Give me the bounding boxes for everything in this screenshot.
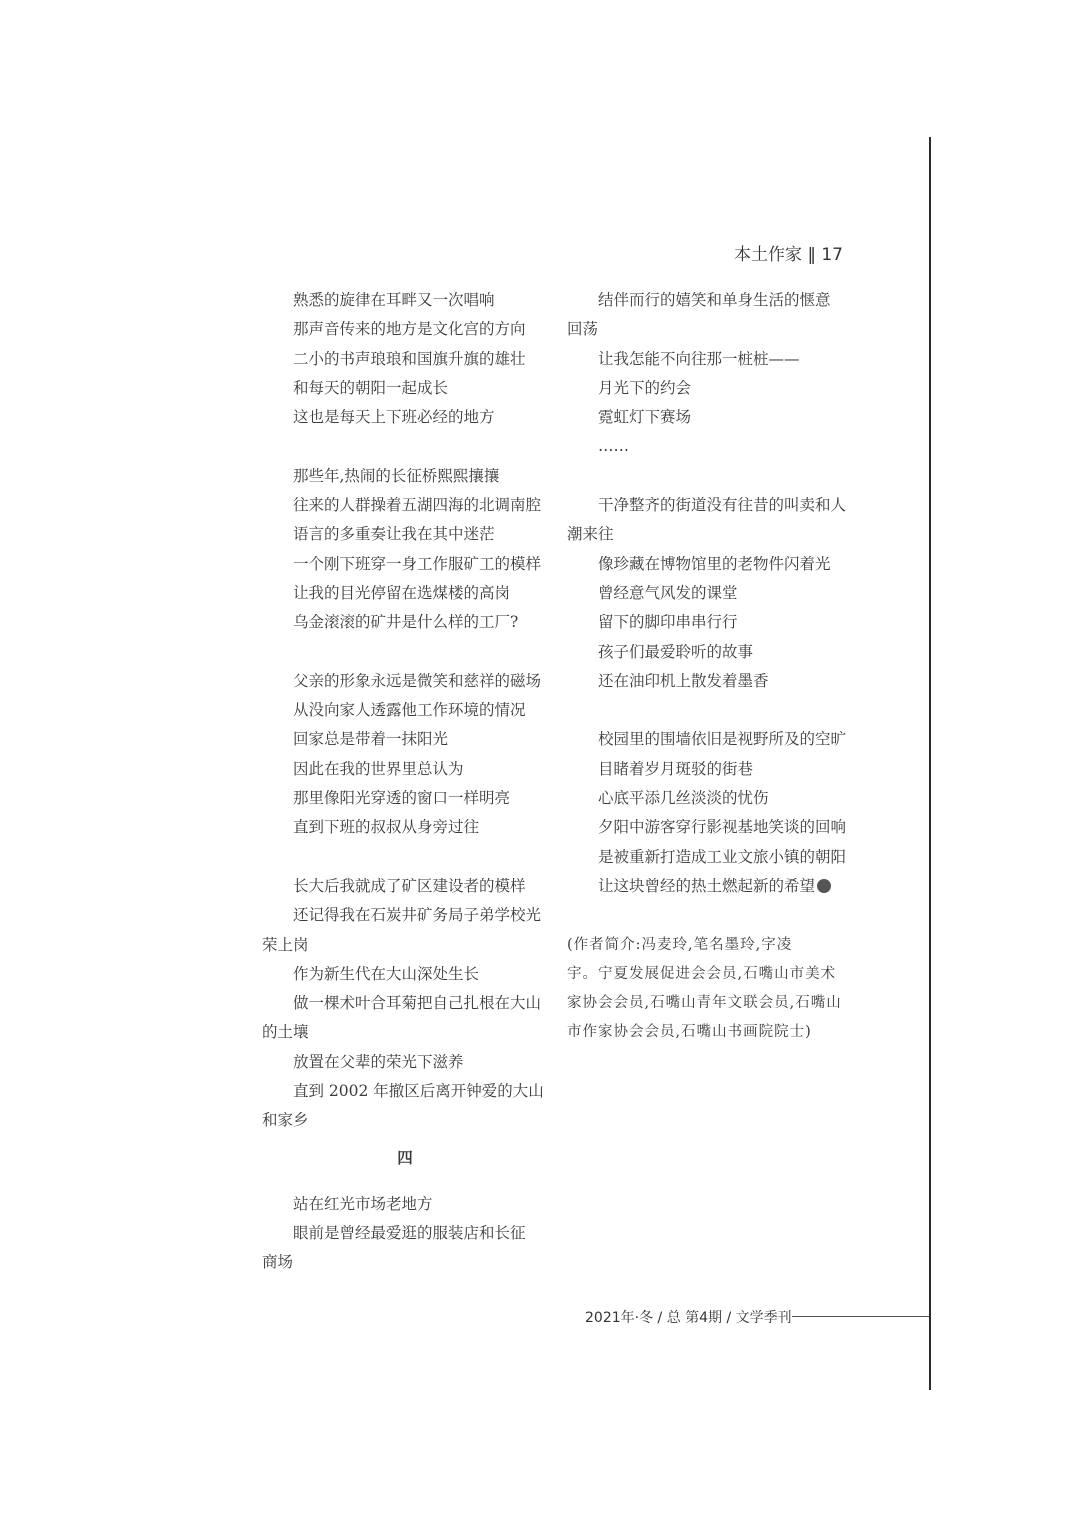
poem-line: 站在红光市场老地方 bbox=[293, 1194, 433, 1213]
poem-line: 那里像阳光穿透的窗口一样明亮 bbox=[293, 789, 511, 808]
poem-line: 是被重新打造成工业文旅小镇的朝阳 bbox=[598, 847, 847, 866]
poem-line: 回荡 bbox=[567, 320, 599, 339]
poem-line: 孩子们最爱聆听的故事 bbox=[598, 642, 754, 661]
stanza-break bbox=[262, 843, 538, 872]
stanza-break bbox=[262, 638, 538, 667]
poem-line: 月光下的约会 bbox=[598, 378, 692, 397]
bio-line: 家协会会员,石嘴山青年文联会员,石嘴山 bbox=[567, 995, 842, 1012]
bio-line: (作者简介:冯麦玲,笔名墨玲,字凌 bbox=[567, 936, 793, 953]
poem-line: 还记得我在石炭井矿务局子弟学校光 bbox=[293, 906, 542, 925]
poem-line: 还在油印机上散发着墨香 bbox=[598, 671, 769, 690]
footer-rule bbox=[792, 1316, 929, 1317]
poem-line: 做一棵术叶合耳菊把自己扎根在大山 bbox=[293, 994, 542, 1013]
poem-line: 直到 2002 年撤区后离开钟爱的大山 bbox=[293, 1082, 544, 1101]
poem-line: 作为新生代在大山深处生长 bbox=[293, 964, 480, 983]
poem-line: 往来的人群操着五湖四海的北调南腔 bbox=[293, 496, 542, 515]
poem-line: 父亲的形象永远是微笑和慈祥的磁场 bbox=[293, 671, 542, 690]
poem-line: 心底平添几丝淡淡的忧伤 bbox=[598, 789, 769, 808]
left-lines-after-section bbox=[262, 1190, 538, 1278]
poem-line: 荣上岗 bbox=[262, 935, 309, 954]
poem-line: 的土壤 bbox=[262, 1023, 309, 1042]
poem-line: 放置在父辈的荣光下滋养 bbox=[293, 1052, 464, 1071]
running-header: 本土作家 ‖ 17 bbox=[734, 245, 843, 265]
author-bio bbox=[567, 931, 843, 1048]
stanza-break bbox=[567, 462, 843, 491]
bio-line: 宇。宁夏发展促进会会员,石嘴山市美术 bbox=[567, 965, 837, 982]
poem-line: 一个刚下班穿一身工作服矿工的模样 bbox=[293, 554, 542, 573]
poem-line: 和家乡 bbox=[262, 1111, 309, 1130]
stanza-break bbox=[567, 696, 843, 725]
poem-line bbox=[567, 872, 843, 901]
poem-line: 曾经意气风发的课堂 bbox=[598, 583, 738, 602]
poem-line: …… bbox=[598, 437, 629, 456]
poem-line: 因此在我的世界里总认为 bbox=[293, 759, 464, 778]
poem-line: 夕阳中游客穿行影视基地笑谈的回响 bbox=[598, 818, 847, 837]
page-edge-rule bbox=[929, 137, 931, 1390]
poem-line: 霓虹灯下赛场 bbox=[598, 408, 692, 427]
poem-line: 直到下班的叔叔从身旁过往 bbox=[293, 818, 480, 837]
poem-line: 结伴而行的嬉笑和单身生活的惬意 bbox=[598, 291, 831, 309]
poem-left-column bbox=[262, 286, 544, 1278]
poem-line: 这也是每天上下班必经的地方 bbox=[293, 408, 495, 427]
poem-line: 眼前是曾经最爱逛的服装店和长征 bbox=[293, 1223, 526, 1242]
poem-line: 语言的多重奏让我在其中迷茫 bbox=[293, 525, 495, 544]
poem-line: 干净整齐的街道没有往昔的叫卖和人 bbox=[598, 496, 847, 515]
poem-line: 让我怎能不向往那一桩桩—— bbox=[598, 349, 800, 368]
left-lines bbox=[262, 286, 544, 1136]
poem-line: 熟悉的旋律在耳畔又一次唱响 bbox=[293, 291, 495, 309]
poem-line: 回家总是带着一抹阳光 bbox=[293, 730, 449, 749]
poem-line: 目睹着岁月斑驳的街巷 bbox=[598, 759, 754, 778]
poem-line: 留下的脚印串串行行 bbox=[598, 613, 738, 632]
poem-line: 二小的书声琅琅和国旗升旗的雄壮 bbox=[293, 349, 526, 368]
poem-line: 商场 bbox=[262, 1253, 294, 1272]
bio-line: 市作家协会会员,石嘴山书画院院士) bbox=[567, 1024, 812, 1041]
poem-line: 让我的目光停留在选煤楼的高岗 bbox=[293, 583, 511, 602]
poem-right-column bbox=[567, 286, 847, 1048]
right-lines bbox=[567, 286, 847, 901]
poem-line: 那声音传来的地方是文化宫的方向 bbox=[293, 320, 526, 339]
poem-line: 那些年,热闹的长征桥熙熙攘攘 bbox=[293, 466, 500, 485]
poem-line: 和每天的朝阳一起成长 bbox=[293, 378, 449, 397]
poem-line: 从没向家人透露他工作环境的情况 bbox=[293, 701, 526, 720]
poem-line-text: 让这块曾经的热土燃起新的希望 bbox=[598, 876, 816, 895]
poem-line: 校园里的围墙依旧是视野所及的空旷 bbox=[598, 730, 847, 749]
issue-footer: 2021年·冬 / 总 第4期 / 文学季刊 bbox=[585, 1310, 792, 1326]
poem-line: 像珍藏在博物馆里的老物件闪着光 bbox=[598, 554, 831, 573]
section-number: 四 bbox=[397, 1147, 413, 1167]
poem-line: 潮来往 bbox=[567, 525, 614, 544]
stanza-break bbox=[262, 432, 538, 461]
poem-line: 长大后我就成了矿区建设者的模样 bbox=[293, 876, 526, 895]
poem-line: 乌金滚滚的矿井是什么样的工厂? bbox=[293, 613, 519, 632]
end-mark-icon bbox=[817, 879, 831, 893]
